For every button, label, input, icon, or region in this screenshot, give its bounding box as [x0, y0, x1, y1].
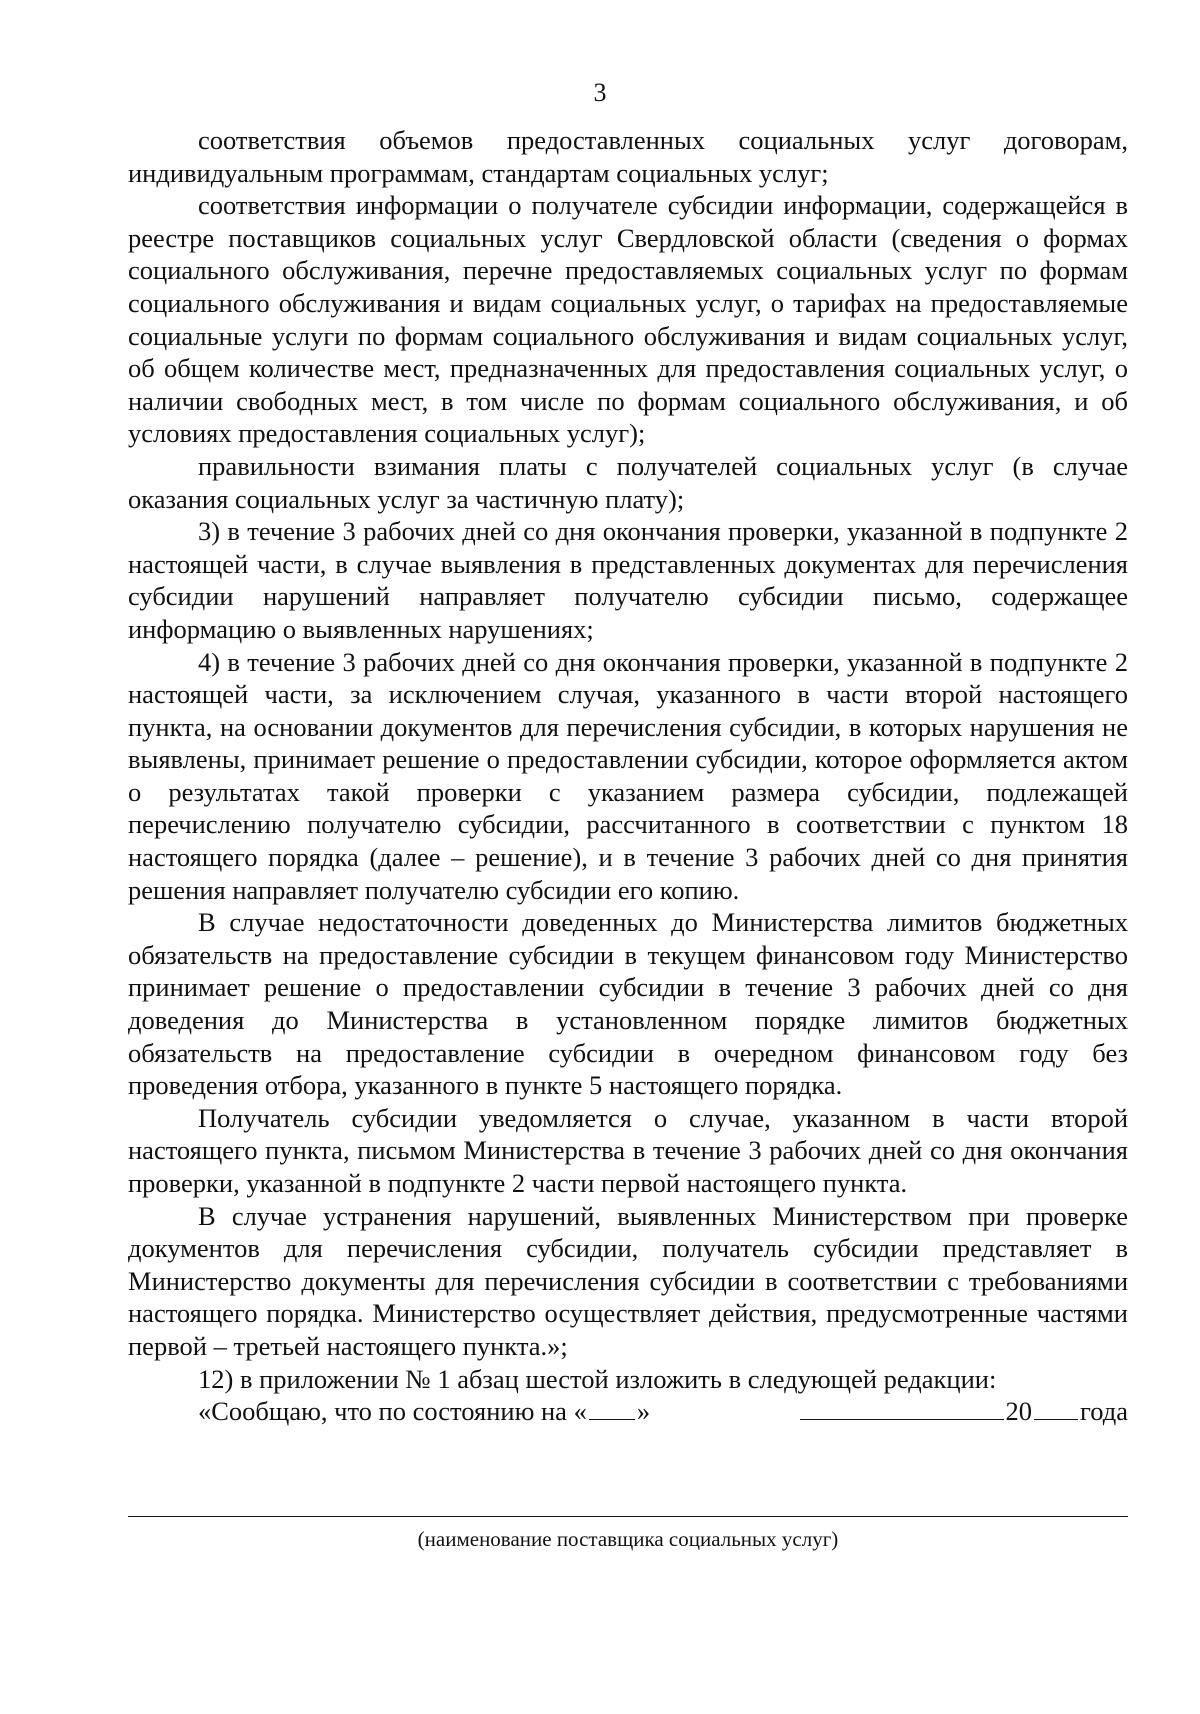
underline-caption: (наименование поставщика социальных услуг)	[417, 1527, 839, 1551]
paragraph: 3) в течение 3 рабочих дней со дня окончания проверки, указанной в подпункте 2 настоящей части, в случае выявления в представленных документах для перечисления субсидии нарушений направляет получателю субсидии письмо, содержащее информацию о выявленных нарушениях;	[128, 516, 1128, 644]
form-line-quote-close: »	[636, 1396, 651, 1427]
paragraph: правильности взимания платы с получателей социальных услуг (в случае оказания социальных услуг за частичную плату);	[128, 450, 1128, 514]
name-underline	[128, 1516, 1128, 1517]
paragraph: В случае недостаточности доведенных до Министерства лимитов бюджетных обязательств на предоставление субсидии в текущем финансовом году Министерство принимает решение о предоставлении субсидии в течение 3 рабочих дней со дня доведения до Министерства в установленном порядке лимитов бюджетных обязательств на предоставление субсидии в очередном финансовом году без проведения отбора, указанного в пункте 5 настоящего порядка.	[128, 907, 1128, 1101]
form-line-start: «Сообщаю, что по состоянию на «	[198, 1396, 587, 1427]
year-word: года	[1080, 1396, 1128, 1427]
paragraph: В случае устранения нарушений, выявленных Министерством при проверке документов для перечисления субсидии, получатель субсидии представляет в Министерство документы для перечисления субсидии в соответствии с требованиями настоящего порядка. Министерство осуществляет действия, предусмотренные частями первой – третьей настоящего пункта.»;	[128, 1200, 1128, 1361]
year-blank	[1034, 1397, 1078, 1420]
paragraph: 12) в приложении № 1 абзац шестой изложить в следующей редакции:	[198, 1363, 997, 1394]
year-prefix: 20	[1005, 1396, 1033, 1427]
paragraph: 4) в течение 3 рабочих дней со дня окончания проверки, указанной в подпункте 2 настоящей части, за исключением случая, указанного в части второй настоящего пункта, на основании документов для перечисления субсидии, в которых нарушения не выявлены, принимает решение о предоставлении субсидии, которое оформляется актом о результатах такой проверки с указанием размера субсидии, подлежащей перечислению получателю субсидии, рассчитанного в соответствии с пунктом 18 настоящего порядка (далее – решение), и в течение 3 рабочих дней со дня принятия решения направляет получателю субсидии его копию.	[128, 646, 1128, 905]
paragraph: соответствия объемов предоставленных социальных услуг договорам, индивидуальным программам, стандартам социальных услуг;	[128, 125, 1128, 188]
day-blank	[589, 1397, 635, 1420]
paragraph: соответствия информации о получателе субсидии информации, содержащейся в реестре поставщиков социальных услуг Свердловской области (сведения о формах социального обслуживания, перечне предоставляемых социальных услуг по формам социального обслуживания и видам социальных услуг, о тарифах на предоставляемые социальные услуги по формам социального обслуживания и видам социальных услуг, об общем количестве мест, предназначенных для предоставления социальных услуг, о наличии свободных мест, в том числе по формам социального обслуживания, и об условиях предоставления социальных услуг);	[128, 190, 1128, 449]
month-blank	[800, 1397, 1004, 1420]
date-group	[800, 1395, 1128, 1428]
paragraph: Получатель субсидии уведомляется о случае, указанном в части второй настоящего пункта, письмом Министерства в течение 3 рабочих дней со дня окончания проверки, указанной в подпункте 2 части первой настоящего пункта.	[128, 1102, 1128, 1198]
form-line	[128, 1395, 1128, 1428]
document-body	[128, 124, 1128, 1428]
page-number: 3	[593, 78, 607, 107]
